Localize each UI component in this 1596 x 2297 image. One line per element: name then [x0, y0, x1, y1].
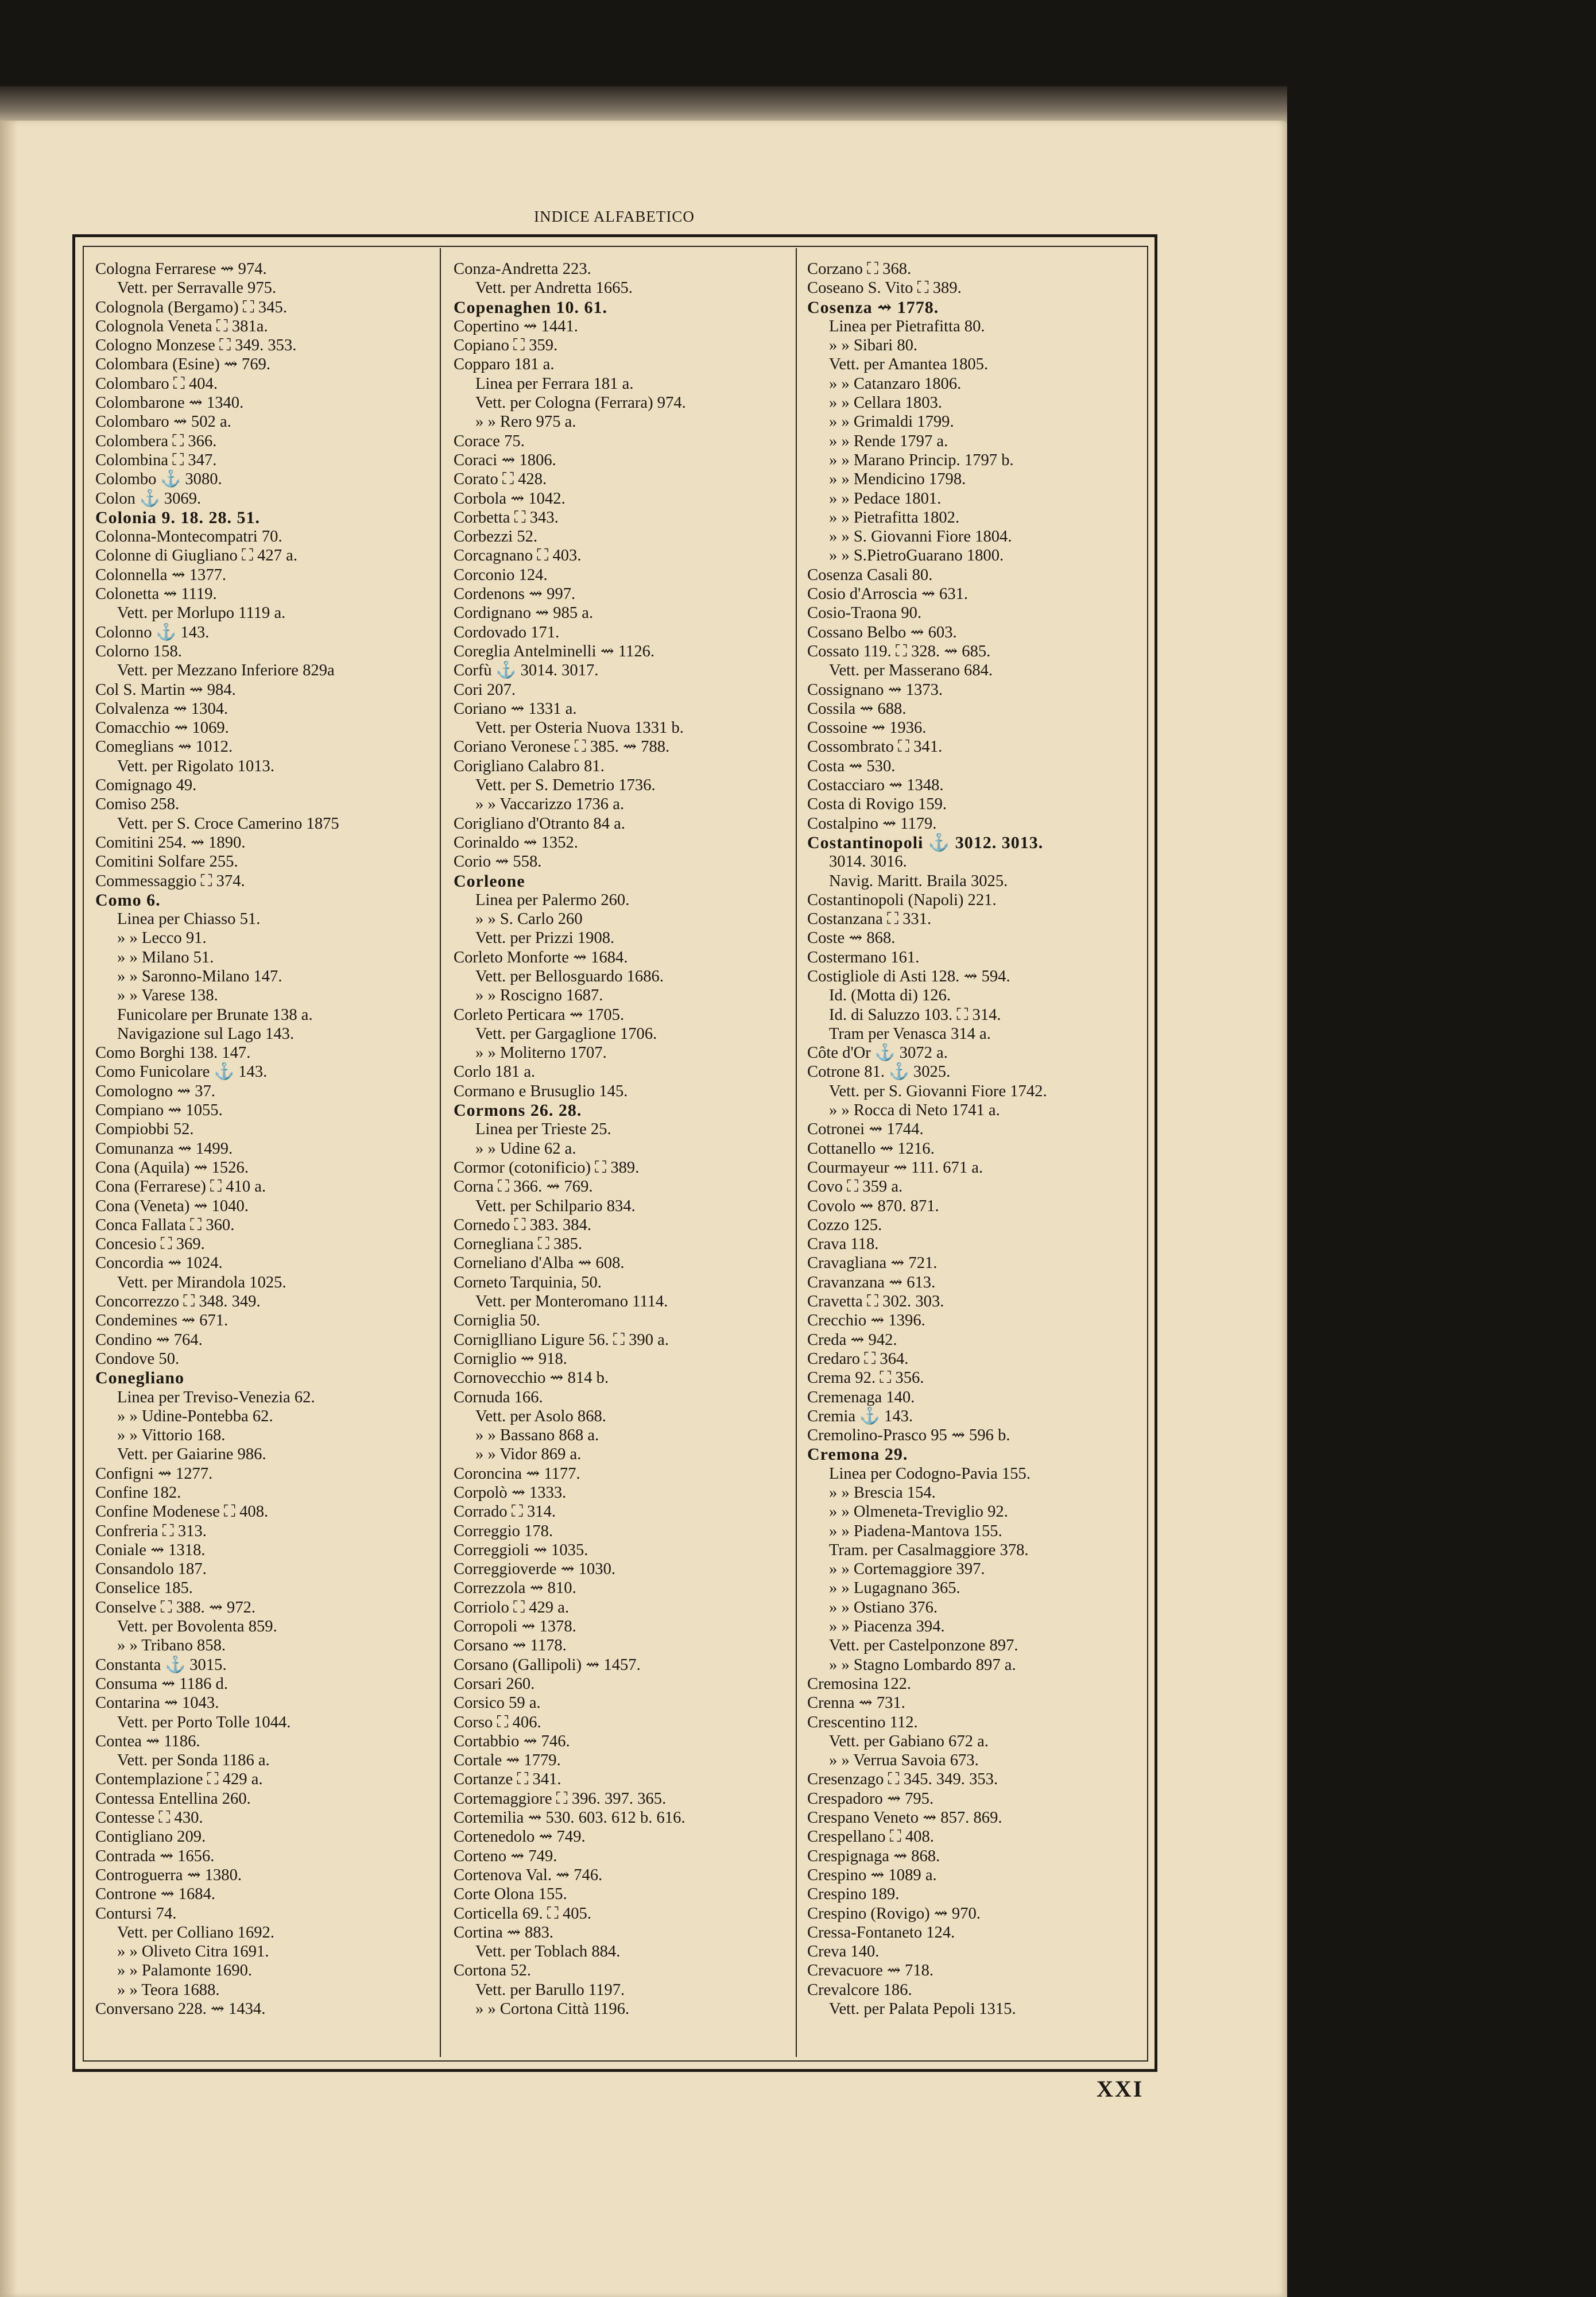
- index-entry: Cordenons ⇝ 997.: [454, 585, 576, 604]
- index-entry: Corzano ⛶ 368.: [807, 260, 912, 278]
- index-entry: Cologna Ferrarese ⇝ 974.: [95, 260, 267, 278]
- index-entry: » » Stagno Lombardo 897 a.: [829, 1656, 1016, 1674]
- index-entry: Cremosina 122.: [807, 1675, 912, 1693]
- index-entry: Cossoine ⇝ 1936.: [807, 719, 927, 737]
- index-entry: Corigliano Calabro 81.: [454, 757, 605, 775]
- index-entry: » » Pedace 1801.: [829, 489, 942, 508]
- index-entry: Courmayeur ⇝ 111. 671 a.: [807, 1158, 983, 1177]
- index-entry: Costalpino ⇝ 1179.: [807, 814, 937, 833]
- index-entry: » » Cortemaggiore 397.: [829, 1560, 985, 1579]
- index-entry: Vett. per Serravalle 975.: [117, 279, 277, 297]
- index-entry: » » Milano 51.: [117, 948, 214, 966]
- index-entry: Corio ⇝ 558.: [454, 853, 542, 871]
- index-entry: Corconio 124.: [454, 566, 548, 584]
- index-entry: Vett. per Schilpario 834.: [475, 1197, 636, 1215]
- column-rule: [796, 248, 797, 2057]
- index-entry: Colonne di Giugliano ⛶ 427 a.: [95, 547, 297, 565]
- index-entry: Crevalcore 186.: [807, 1981, 912, 1999]
- index-entry: » » Rocca di Neto 1741 a.: [829, 1101, 1000, 1120]
- index-entry: Crescentino 112.: [807, 1713, 918, 1731]
- index-entry: Cornovecchio ⇝ 814 b.: [454, 1369, 609, 1387]
- index-entry: Corropoli ⇝ 1378.: [454, 1618, 576, 1636]
- index-entry: Cormano e Brusuglio 145.: [454, 1082, 628, 1100]
- index-entry: Costantinopoli (Napoli) 221.: [807, 891, 997, 909]
- index-heading: Costantinopoli ⚓ 3012. 3013.: [807, 833, 1044, 852]
- index-entry: » » Varese 138.: [117, 987, 218, 1005]
- index-entry: Cozzo 125.: [807, 1216, 882, 1234]
- index-entry: Credaro ⛶ 364.: [807, 1349, 909, 1368]
- index-entry: Coriano Veronese ⛶ 385. ⇝ 788.: [454, 738, 670, 756]
- index-entry: Cortenova Val. ⇝ 746.: [454, 1866, 603, 1884]
- index-entry: Corigliano d'Otranto 84 a.: [454, 814, 625, 833]
- index-entry: Cremia ⚓ 143.: [807, 1407, 913, 1425]
- index-entry: Vett. per Monteromano 1114.: [475, 1293, 668, 1311]
- index-entry: Condove 50.: [95, 1349, 180, 1368]
- index-entry: Corinaldo ⇝ 1352.: [454, 833, 578, 852]
- index-entry: Contea ⇝ 1186.: [95, 1732, 200, 1750]
- index-entry: » » Ostiano 376.: [829, 1598, 938, 1617]
- index-entry: Conca Fallata ⛶ 360.: [95, 1216, 235, 1234]
- index-entry: Concordia ⇝ 1024.: [95, 1254, 223, 1273]
- index-entry: Colombara (Esine) ⇝ 769.: [95, 355, 271, 374]
- index-entry: Vett. per Mirandola 1025.: [117, 1273, 286, 1291]
- index-entry: Corneliano d'Alba ⇝ 608.: [454, 1254, 625, 1273]
- index-entry: Costanzana ⛶ 331.: [807, 910, 932, 929]
- index-entry: Cressa-Fontaneto 124.: [807, 1923, 955, 1942]
- index-entry: Corsico 59 a.: [454, 1694, 541, 1712]
- index-entry: Como Borghi 138. 147.: [95, 1044, 251, 1062]
- index-entry: » » Oliveto Citra 1691.: [117, 1943, 269, 1961]
- index-entry: Crespino ⇝ 1089 a.: [807, 1866, 937, 1884]
- index-entry: » » Cellara 1803.: [829, 394, 942, 412]
- index-entry: Comeglians ⇝ 1012.: [95, 738, 233, 756]
- index-entry: Cosio-Traona 90.: [807, 604, 922, 622]
- index-heading: Cormons 26. 28.: [454, 1101, 582, 1120]
- index-entry: Vett. per Palata Pepoli 1315.: [829, 2000, 1016, 2018]
- index-entry: Corlo 181 a.: [454, 1063, 536, 1081]
- index-entry: Contarina ⇝ 1043.: [95, 1694, 219, 1712]
- index-entry: Comacchio ⇝ 1069.: [95, 719, 229, 737]
- index-entry: » » Verrua Savoia 673.: [829, 1751, 979, 1770]
- index-entry: Crespadoro ⇝ 795.: [807, 1789, 934, 1808]
- index-entry: Contigliano 209.: [95, 1828, 206, 1846]
- index-entry: Colonno ⚓ 143.: [95, 623, 210, 641]
- index-entry: » » Mendicino 1798.: [829, 470, 966, 489]
- index-entry: Cossano Belbo ⇝ 603.: [807, 623, 957, 641]
- index-entry: Colon ⚓ 3069.: [95, 489, 202, 508]
- index-entry: Vett. per Barullo 1197.: [475, 1981, 625, 1999]
- index-entry: Como Funicolare ⚓ 143.: [95, 1063, 268, 1081]
- index-entry: Corleto Monforte ⇝ 1684.: [454, 948, 628, 966]
- running-head: INDICE ALFABETICO: [534, 208, 695, 225]
- index-entry: Coseano S. Vito ⛶ 389.: [807, 279, 962, 297]
- index-entry: Costa ⇝ 530.: [807, 757, 896, 775]
- index-entry: Copparo 181 a.: [454, 355, 555, 374]
- index-entry: Confine 182.: [95, 1484, 181, 1502]
- index-column-2: [454, 260, 787, 2018]
- index-heading: Corleone: [454, 871, 525, 891]
- index-entry: Corbetta ⛶ 343.: [454, 508, 559, 527]
- index-entry: Id. (Motta di) 126.: [829, 987, 951, 1005]
- index-entry: Vett. per Morlupo 1119 a.: [117, 604, 286, 622]
- index-entry: Colonnella ⇝ 1377.: [95, 566, 227, 584]
- index-entry: Controne ⇝ 1684.: [95, 1885, 216, 1904]
- index-entry: Vett. per S. Giovanni Fiore 1742.: [829, 1082, 1047, 1100]
- index-entry: Contessa Entellina 260.: [95, 1789, 251, 1808]
- index-entry: Vett. per Colliano 1692.: [117, 1923, 274, 1942]
- index-heading: Copenaghen 10. 61.: [454, 297, 608, 317]
- index-entry: Cottanello ⇝ 1216.: [807, 1139, 935, 1158]
- index-entry: Cortina ⇝ 883.: [454, 1923, 554, 1942]
- index-entry: Colombarone ⇝ 1340.: [95, 394, 244, 412]
- index-entry: Consuma ⇝ 1186 d.: [95, 1675, 228, 1693]
- index-entry: Coroncina ⇝ 1177.: [454, 1464, 580, 1483]
- index-entry: Contursi 74.: [95, 1904, 177, 1923]
- index-entry: Corleto Perticara ⇝ 1705.: [454, 1006, 625, 1024]
- index-entry: Crava 118.: [807, 1235, 879, 1254]
- index-entry: Costacciaro ⇝ 1348.: [807, 776, 944, 795]
- index-entry: Colognola Veneta ⛶ 381a.: [95, 317, 268, 335]
- index-entry: Correggioli ⇝ 1035.: [454, 1541, 588, 1559]
- index-entry: Cortale ⇝ 1779.: [454, 1751, 561, 1770]
- index-entry: Costermano 161.: [807, 948, 920, 966]
- index-entry: Corace 75.: [454, 432, 525, 450]
- index-entry: » » Udine 62 a.: [475, 1139, 576, 1158]
- index-entry: Colombera ⛶ 366.: [95, 432, 217, 450]
- index-entry: Coniale ⇝ 1318.: [95, 1541, 206, 1559]
- index-entry: Funicolare per Brunate 138 a.: [117, 1006, 313, 1024]
- index-entry: Corfù ⚓ 3014. 3017.: [454, 662, 599, 680]
- index-entry: Cormor (cotonificio) ⛶ 389.: [454, 1158, 640, 1177]
- index-entry: Confreria ⛶ 313.: [95, 1522, 207, 1540]
- index-entry: Navigazione sul Lago 143.: [117, 1024, 295, 1043]
- index-entry: Cremenaga 140.: [807, 1388, 915, 1406]
- index-entry: Corbezzi 52.: [454, 528, 538, 546]
- index-entry: Costigliole di Asti 128. ⇝ 594.: [807, 967, 1010, 985]
- index-entry: Cordovado 171.: [454, 623, 560, 641]
- index-entry: Colonna-Montecompatri 70.: [95, 528, 282, 546]
- index-entry: Contemplazione ⛶ 429 a.: [95, 1770, 263, 1789]
- index-entry: Crespellano ⛶ 408.: [807, 1828, 934, 1846]
- index-entry: Cotrone 81. ⚓ 3025.: [807, 1063, 951, 1081]
- index-entry: Consandolo 187.: [95, 1560, 207, 1579]
- index-entry: Crenna ⇝ 731.: [807, 1694, 905, 1712]
- index-entry: » » Teora 1688.: [117, 1981, 220, 1999]
- index-entry: Cossignano ⇝ 1373.: [807, 680, 943, 699]
- index-entry: Vett. per S. Demetrio 1736.: [475, 776, 656, 795]
- index-entry: Correggio 178.: [454, 1522, 553, 1540]
- index-entry: » » S. Carlo 260: [475, 910, 583, 929]
- index-entry: Cona (Ferrarese) ⛶ 410 a.: [95, 1178, 266, 1196]
- index-entry: Coriano ⇝ 1331 a.: [454, 699, 577, 718]
- index-entry: Vett. per Mezzano Inferiore 829a: [117, 662, 335, 680]
- index-entry: Corbola ⇝ 1042.: [454, 489, 565, 508]
- index-entry: Cosio d'Arroscia ⇝ 631.: [807, 585, 969, 604]
- index-entry: » » Sibari 80.: [829, 337, 918, 355]
- index-entry: Cordignano ⇝ 985 a.: [454, 604, 594, 622]
- index-entry: Covolo ⇝ 870. 871.: [807, 1197, 939, 1215]
- index-entry: Corcagnano ⛶ 403.: [454, 547, 582, 565]
- index-entry: Correggioverde ⇝ 1030.: [454, 1560, 616, 1579]
- index-entry: Compiano ⇝ 1055.: [95, 1101, 223, 1120]
- index-entry: Conselice 185.: [95, 1579, 193, 1598]
- index-entry: » » Marano Princip. 1797 b.: [829, 451, 1014, 469]
- index-entry: Vett. per S. Croce Camerino 1875: [117, 814, 339, 833]
- index-heading: Como 6.: [95, 890, 161, 910]
- index-entry: » » Roscigno 1687.: [475, 987, 603, 1005]
- index-entry: » » S.PietroGuarano 1800.: [829, 547, 1004, 565]
- index-entry: Crespignaga ⇝ 868.: [807, 1847, 940, 1865]
- index-entry: Cortanze ⛶ 341.: [454, 1770, 561, 1789]
- index-entry: Vett. per Masserano 684.: [829, 662, 993, 680]
- index-entry: Vett. per Osteria Nuova 1331 b.: [475, 719, 684, 737]
- index-entry: Vett. per Bovolenta 859.: [117, 1618, 277, 1636]
- index-entry: Corneto Tarquinia, 50.: [454, 1273, 602, 1291]
- index-entry: Comiso 258.: [95, 795, 180, 814]
- index-entry: » » Tribano 858.: [117, 1637, 226, 1655]
- index-entry: Colognola (Bergamo) ⛶ 345.: [95, 298, 287, 316]
- index-entry: Corriolo ⛶ 429 a.: [454, 1598, 570, 1617]
- index-entry: Vett. per Gabiano 672 a.: [829, 1732, 989, 1750]
- index-entry: Comologno ⇝ 37.: [95, 1082, 216, 1100]
- index-entry: Condemines ⇝ 671.: [95, 1312, 228, 1330]
- index-entry: Linea per Treviso-Venezia 62.: [117, 1388, 315, 1406]
- index-entry: Conselve ⛶ 388. ⇝ 972.: [95, 1598, 256, 1617]
- index-entry: » » Palamonte 1690.: [117, 1962, 253, 1980]
- index-entry: Cremolino-Prasco 95 ⇝ 596 b.: [807, 1426, 1010, 1445]
- index-entry: Cosenza Casali 80.: [807, 566, 933, 584]
- index-entry: Colombina ⛶ 347.: [95, 451, 217, 469]
- index-entry: Linea per Trieste 25.: [475, 1120, 611, 1139]
- index-entry: Comitini 254. ⇝ 1890.: [95, 833, 246, 852]
- index-entry: Col S. Martin ⇝ 984.: [95, 680, 236, 699]
- index-entry: Cortabbio ⇝ 746.: [454, 1732, 570, 1750]
- index-entry: Contesse ⛶ 430.: [95, 1809, 203, 1827]
- index-entry: Vett. per Porto Tolle 1044.: [117, 1713, 291, 1731]
- index-entry: Corticella 69. ⛶ 405.: [454, 1904, 591, 1923]
- index-entry: Cortemaggiore ⛶ 396. 397. 365.: [454, 1789, 667, 1808]
- index-entry: Cravagliana ⇝ 721.: [807, 1254, 938, 1273]
- index-entry: Corsano ⇝ 1178.: [454, 1637, 567, 1655]
- index-entry: » » Vidor 869 a.: [475, 1445, 582, 1464]
- index-entry: Crespino (Rovigo) ⇝ 970.: [807, 1904, 981, 1923]
- index-entry: Cravetta ⛶ 302. 303.: [807, 1293, 944, 1311]
- index-entry: Cortemilia ⇝ 530. 603. 612 b. 616.: [454, 1809, 685, 1827]
- index-entry: » » Moliterno 1707.: [475, 1044, 607, 1062]
- index-entry: » » Udine-Pontebba 62.: [117, 1407, 273, 1425]
- index-entry: Cortona 52.: [454, 1962, 532, 1980]
- index-entry: » » Rero 975 a.: [475, 413, 576, 431]
- index-entry: Cotronei ⇝ 1744.: [807, 1120, 924, 1139]
- column-rule: [440, 248, 441, 2057]
- index-entry: Vett. per Cologna (Ferrara) 974.: [475, 394, 686, 412]
- index-entry: Costa di Rovigo 159.: [807, 795, 947, 814]
- index-entry: » » Lecco 91.: [117, 929, 207, 948]
- index-entry: Cona (Aquila) ⇝ 1526.: [95, 1158, 249, 1177]
- index-entry: Confine Modenese ⛶ 408.: [95, 1503, 269, 1521]
- index-entry: Vett. per Amantea 1805.: [829, 355, 989, 374]
- index-entry: Concesio ⛶ 369.: [95, 1235, 205, 1254]
- index-entry: Covo ⛶ 359 a.: [807, 1178, 903, 1196]
- index-column-3: [807, 260, 1146, 2018]
- index-entry: » » Olmeneta-Treviglio 92.: [829, 1503, 1008, 1521]
- index-entry: » » Cortona Città 1196.: [475, 2000, 630, 2018]
- index-entry: Linea per Codogno-Pavia 155.: [829, 1464, 1031, 1483]
- index-entry: Cornegliana ⛶ 385.: [454, 1235, 583, 1254]
- index-entry: Coreglia Antelminelli ⇝ 1126.: [454, 642, 655, 660]
- index-entry: Vett. per Asolo 868.: [475, 1407, 606, 1425]
- index-entry: Corniglliano Ligure 56. ⛶ 390 a.: [454, 1331, 669, 1349]
- index-entry: Cossato 119. ⛶ 328. ⇝ 685.: [807, 642, 991, 660]
- index-entry: » » Piacenza 394.: [829, 1618, 945, 1636]
- index-entry: Copertino ⇝ 1441.: [454, 317, 578, 335]
- index-entry: Vett. per Castelponzone 897.: [829, 1637, 1018, 1655]
- index-entry: » » Vaccarizzo 1736 a.: [475, 795, 625, 814]
- index-entry: Coste ⇝ 868.: [807, 929, 896, 948]
- index-entry: Corteno ⇝ 749.: [454, 1847, 557, 1865]
- index-entry: » » Brescia 154.: [829, 1484, 936, 1502]
- index-entry: Corsano (Gallipoli) ⇝ 1457.: [454, 1656, 641, 1674]
- index-entry: Côte d'Or ⚓ 3072 a.: [807, 1044, 948, 1062]
- index-entry: Vett. per Gaiarine 986.: [117, 1445, 266, 1464]
- index-entry: » » Rende 1797 a.: [829, 432, 948, 450]
- index-entry: » » Lugagnano 365.: [829, 1579, 960, 1598]
- index-entry: Tram. per Casalmaggiore 378.: [829, 1541, 1029, 1559]
- index-heading: Cosenza ⇝ 1778.: [807, 297, 939, 317]
- index-entry: Conza-Andretta 223.: [454, 260, 591, 278]
- index-entry: Crespino 189.: [807, 1885, 900, 1904]
- index-entry: Crespano Veneto ⇝ 857. 869.: [807, 1809, 1002, 1827]
- index-entry: Crema 92. ⛶ 356.: [807, 1369, 924, 1387]
- index-entry: Linea per Chiasso 51.: [117, 910, 261, 929]
- index-entry: Corrado ⛶ 314.: [454, 1503, 556, 1521]
- index-entry: Colonetta ⇝ 1119.: [95, 585, 217, 604]
- index-entry: Cona (Veneta) ⇝ 1040.: [95, 1197, 249, 1215]
- index-entry: » » S. Giovanni Fiore 1804.: [829, 528, 1012, 546]
- index-entry: Corato ⛶ 428.: [454, 470, 547, 489]
- index-entry: » » Vittorio 168.: [117, 1426, 226, 1445]
- index-entry: Vett. per Toblach 884.: [475, 1943, 621, 1961]
- index-entry: Cortenedolo ⇝ 749.: [454, 1828, 586, 1846]
- index-entry: Corniglio ⇝ 918.: [454, 1349, 567, 1368]
- index-column-1: [95, 260, 428, 2018]
- index-entry: Condino ⇝ 764.: [95, 1331, 203, 1349]
- index-entry: » » Piadena-Mantova 155.: [829, 1522, 1002, 1540]
- index-entry: Concorrezzo ⛶ 348. 349.: [95, 1293, 261, 1311]
- page-number: XXI: [1097, 2076, 1144, 2102]
- index-entry: Correzzola ⇝ 810.: [454, 1579, 576, 1598]
- index-entry: Corsari 260.: [454, 1675, 535, 1693]
- page-gutter: [0, 121, 17, 2297]
- index-entry: Linea per Pietrafitta 80.: [829, 317, 985, 335]
- index-entry: Comunanza ⇝ 1499.: [95, 1139, 233, 1158]
- index-entry: Colombaro ⇝ 502 a.: [95, 413, 231, 431]
- index-entry: Vett. per Gargaglione 1706.: [475, 1024, 657, 1043]
- index-entry: Comitini Solfare 255.: [95, 853, 238, 871]
- index-entry: Cravanzana ⇝ 613.: [807, 1273, 936, 1291]
- index-entry: » » Saronno-Milano 147.: [117, 967, 282, 985]
- index-entry: Corso ⛶ 406.: [454, 1713, 541, 1731]
- index-entry: Vett. per Andretta 1665.: [475, 279, 633, 297]
- index-entry: Linea per Ferrara 181 a.: [475, 374, 634, 393]
- index-entry: Contrada ⇝ 1656.: [95, 1847, 215, 1865]
- index-entry: Cossombrato ⛶ 341.: [807, 738, 943, 756]
- index-entry: Colombaro ⛶ 404.: [95, 374, 218, 393]
- index-entry: Linea per Palermo 260.: [475, 891, 630, 909]
- index-entry: Vett. per Bellosguardo 1686.: [475, 967, 664, 985]
- index-entry: Colvalenza ⇝ 1304.: [95, 699, 228, 718]
- index-entry: Creda ⇝ 942.: [807, 1331, 897, 1349]
- index-entry: Navig. Maritt. Braila 3025.: [829, 872, 1008, 890]
- index-entry: Compiobbi 52.: [95, 1120, 194, 1139]
- index-heading: Colonia 9. 18. 28. 51.: [95, 508, 261, 527]
- index-entry: Cornedo ⛶ 383. 384.: [454, 1216, 592, 1234]
- index-entry: » » Grimaldi 1799.: [829, 413, 954, 431]
- index-entry: Comignago 49.: [95, 776, 197, 795]
- index-entry: Id. di Saluzzo 103. ⛶ 314.: [829, 1006, 1001, 1024]
- index-entry: Colorno 158.: [95, 642, 182, 660]
- index-entry: Corpolò ⇝ 1333.: [454, 1484, 567, 1502]
- index-entry: Vett. per Rigolato 1013.: [117, 757, 274, 775]
- index-heading: Conegliano: [95, 1368, 185, 1388]
- index-entry: Cresenzago ⛶ 345. 349. 353.: [807, 1770, 998, 1789]
- index-entry: Corte Olona 155.: [454, 1885, 567, 1904]
- index-entry: 3014. 3016.: [829, 853, 907, 871]
- index-entry: Cori 207.: [454, 680, 516, 699]
- index-entry: Crecchio ⇝ 1396.: [807, 1312, 925, 1330]
- index-entry: » » Bassano 868 a.: [475, 1426, 599, 1445]
- index-heading: Cremona 29.: [807, 1445, 908, 1464]
- index-entry: Commessaggio ⛶ 374.: [95, 872, 245, 890]
- index-entry: Colombo ⚓ 3080.: [95, 470, 222, 489]
- index-entry: Cossila ⇝ 688.: [807, 699, 907, 718]
- index-entry: Conversano 228. ⇝ 1434.: [95, 2000, 266, 2018]
- index-entry: » » Catanzaro 1806.: [829, 374, 962, 393]
- index-entry: Configni ⇝ 1277.: [95, 1464, 213, 1483]
- index-entry: Corna ⛶ 366. ⇝ 769.: [454, 1178, 593, 1196]
- index-entry: Cologno Monzese ⛶ 349. 353.: [95, 337, 297, 355]
- index-entry: Cornuda 166.: [454, 1388, 543, 1406]
- index-entry: Vett. per Sonda 1186 a.: [117, 1751, 270, 1770]
- index-entry: Controguerra ⇝ 1380.: [95, 1866, 242, 1884]
- index-entry: Crevacuore ⇝ 718.: [807, 1962, 934, 1980]
- index-entry: Creva 140.: [807, 1943, 880, 1961]
- index-entry: Coraci ⇝ 1806.: [454, 451, 556, 469]
- index-entry: Tram per Venasca 314 a.: [829, 1024, 991, 1043]
- index-entry: Copiano ⛶ 359.: [454, 337, 558, 355]
- index-entry: Constanta ⚓ 3015.: [95, 1656, 227, 1674]
- index-entry: Vett. per Prizzi 1908.: [475, 929, 615, 948]
- index-entry: » » Pietrafitta 1802.: [829, 508, 960, 527]
- index-entry: Corniglia 50.: [454, 1312, 540, 1330]
